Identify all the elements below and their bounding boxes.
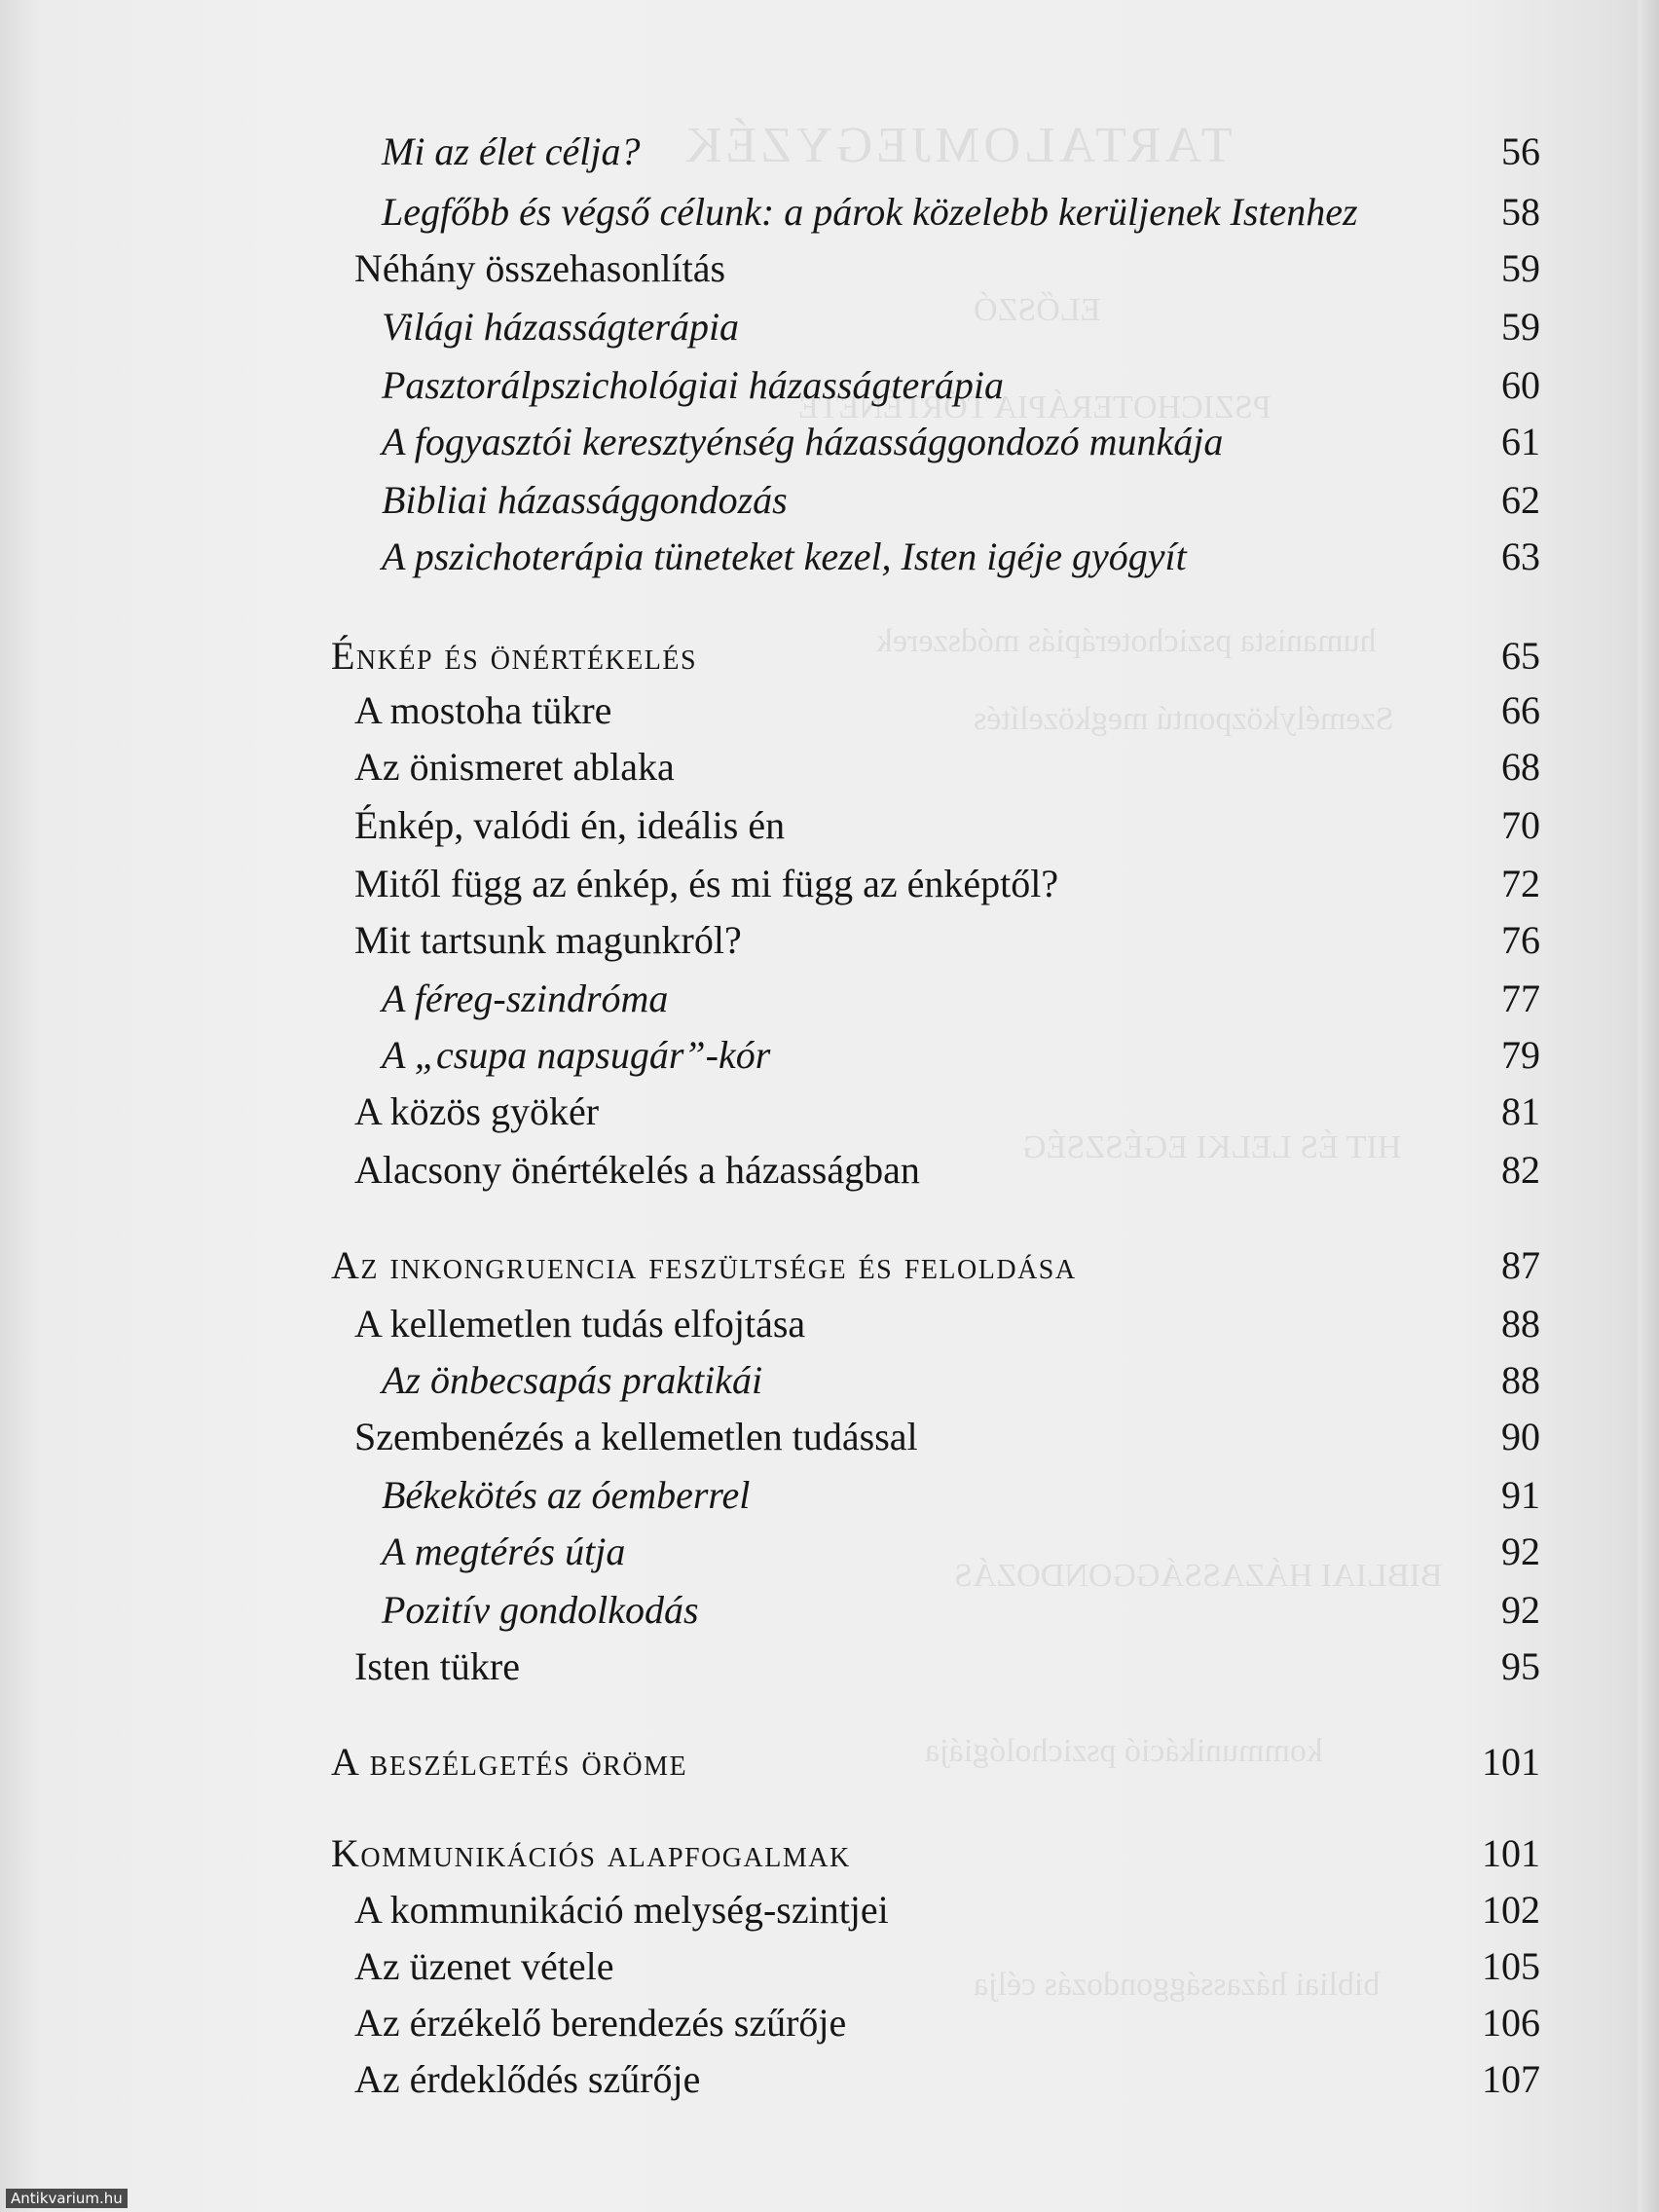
toc-entry [382, 415, 1540, 469]
toc-entry-page-number: 68 [1501, 745, 1540, 789]
toc-entry-title: Mit tartsunk magunkról? [354, 918, 742, 962]
toc-entry-title: Néhány összehasonlítás [354, 246, 726, 290]
watermark-label: Antikvarium.hu [6, 2189, 128, 2208]
toc-entry-title: A féreg-szindróma [382, 977, 669, 1020]
toc-entry-page-number: 87 [1501, 1243, 1540, 1287]
toc-entry-title: Alacsony önértékelés a házasságban [354, 1148, 920, 1192]
toc-entry-page-number: 102 [1482, 1888, 1540, 1932]
toc-entry-title: Az önbecsapás praktikái [382, 1358, 763, 1402]
toc-entry-page-number: 95 [1501, 1644, 1540, 1688]
toc-entry-page-number: 106 [1482, 2001, 1540, 2045]
toc-entry [354, 1883, 1540, 1937]
toc-entry [382, 1353, 1540, 1408]
toc-entry [354, 1410, 1540, 1464]
toc-entry-title: Szembenézés a kellemetlen tudással [354, 1415, 918, 1458]
toc-entry-page-number: 92 [1501, 1588, 1540, 1632]
toc-entry [382, 125, 1540, 179]
toc-entry-page-number: 79 [1501, 1033, 1540, 1077]
toc-entry-page-number: 81 [1501, 1089, 1540, 1133]
toc-entry-page-number: 59 [1501, 305, 1540, 349]
toc-entry-title: Mitől függ az énkép, és mi függ az énképtől? [354, 862, 1059, 905]
toc-entry [354, 798, 1540, 853]
toc-entry [354, 1143, 1540, 1198]
toc-entry-title: Isten tükre [354, 1644, 520, 1688]
toc-entry-title: Az önismeret ablaka [354, 745, 675, 789]
toc-entry-page-number: 76 [1501, 918, 1540, 962]
toc-entry-page-number: 65 [1501, 634, 1540, 678]
toc-entry [354, 683, 1540, 738]
toc-entry [382, 358, 1540, 413]
toc-entry-page-number: 72 [1501, 862, 1540, 905]
toc-entry-title: Az érdeklődés szűrője [354, 2057, 701, 2101]
toc-entry-page-number: 58 [1501, 190, 1540, 234]
toc-chapter-entry [331, 1735, 1540, 1789]
toc-entry [382, 473, 1540, 528]
toc-entry-page-number: 66 [1501, 688, 1540, 732]
toc-entry-title: A közös gyökér [354, 1089, 600, 1133]
toc-entry-title: Az inkongruencia feszültsége és feloldása [331, 1243, 1077, 1287]
toc-entry-page-number: 61 [1501, 420, 1540, 463]
toc-entry-title: Világi házasságterápia [382, 305, 740, 349]
toc-entry-page-number: 77 [1501, 977, 1540, 1020]
toc-chapter-entry [331, 1826, 1540, 1881]
toc-entry-page-number: 59 [1501, 246, 1540, 290]
toc-entry-title: Az érzékelő berendezés szűrője [354, 2001, 847, 2045]
toc-entry [382, 1525, 1540, 1579]
toc-entry [354, 740, 1540, 794]
toc-entry [382, 300, 1540, 354]
toc-entry [382, 972, 1540, 1026]
toc-entry-title: Mi az élet célja? [382, 129, 641, 173]
toc-entry-title: A beszélgetés öröme [331, 1740, 688, 1784]
toc-entry-page-number: 60 [1501, 363, 1540, 407]
toc-entry-page-number: 56 [1501, 129, 1540, 173]
toc-entry [354, 1640, 1540, 1694]
toc-entry-page-number: 101 [1482, 1831, 1540, 1875]
toc-entry-title: A pszichoterápia tüneteket kezel, Isten igéje gyógyít [382, 535, 1187, 578]
toc-entry [354, 1297, 1540, 1351]
toc-entry [354, 857, 1540, 911]
toc-entry-title: A „csupa napsugár”-kór [382, 1033, 771, 1077]
toc-entry [354, 1939, 1540, 1994]
bleed-through-text: TARTALOMJEGYZÉK ELŐSZÓ PSZICHOTERÁPIA TÖRTÉNETE humanista pszichoterápiás módszerek Személyközpontú megközelítés HIT ÉS LELKI EGÉSZSÉG BIBLIAI HÁZASSÁGGONDOZÁS kommunikáció pszichológiája bibliai házassággondozás célja [682, 118, 1443, 2003]
toc-chapter-entry [331, 629, 1540, 683]
toc-entry [382, 185, 1540, 240]
toc-entry [354, 1085, 1540, 1139]
toc-entry-title: Pozitív gondolkodás [382, 1588, 699, 1632]
toc-entry-page-number: 62 [1501, 478, 1540, 522]
toc-entry-title: Az üzenet vétele [354, 1944, 614, 1988]
toc-entry-title: Pasztorálpszichológiai házasságterápia [382, 363, 1004, 407]
toc-entry-title: A kommunikáció melység-szintjei [354, 1888, 889, 1932]
toc-entry-title: Énkép és önértékelés [331, 634, 698, 678]
toc-entry-title: Békekötés az óemberrel [382, 1473, 751, 1517]
toc-entry-page-number: 107 [1482, 2057, 1540, 2101]
toc-entry [382, 1583, 1540, 1638]
toc-entry-page-number: 91 [1501, 1473, 1540, 1517]
toc-entry-page-number: 82 [1501, 1148, 1540, 1192]
toc-entry-title: A kellemetlen tudás elfojtása [354, 1302, 806, 1346]
toc-entry-title: Bibliai házassággondozás [382, 478, 788, 522]
toc-entry-title: Kommunikációs alapfogalmak [331, 1831, 851, 1875]
toc-entry [382, 1468, 1540, 1523]
toc-entry-page-number: 105 [1482, 1944, 1540, 1988]
toc-entry-page-number: 88 [1501, 1302, 1540, 1346]
toc-entry-title: A megtérés útja [382, 1530, 626, 1573]
toc-entry-page-number: 101 [1482, 1740, 1540, 1784]
toc-entry [354, 1996, 1540, 2050]
toc-entry-page-number: 90 [1501, 1415, 1540, 1458]
toc-entry [354, 913, 1540, 968]
toc-entry-title: A fogyasztói keresztyénség házassággondozó munkája [382, 420, 1224, 463]
toc-entry-page-number: 63 [1501, 535, 1540, 578]
toc-chapter-entry [331, 1238, 1540, 1293]
toc-entry-page-number: 70 [1501, 803, 1540, 847]
toc-entry-page-number: 92 [1501, 1530, 1540, 1573]
toc-entry-title: A mostoha tükre [354, 688, 612, 732]
toc-entry [382, 1028, 1540, 1083]
toc-entry-title: Énkép, valódi én, ideális én [354, 803, 786, 847]
toc-entry-page-number: 88 [1501, 1358, 1540, 1402]
toc-entry-title: Legfőbb és végső célunk: a párok közelebb kerüljenek Istenhez [382, 190, 1358, 234]
toc-entry [354, 2052, 1540, 2107]
toc-entry [354, 241, 1540, 296]
toc-entry [382, 530, 1540, 584]
